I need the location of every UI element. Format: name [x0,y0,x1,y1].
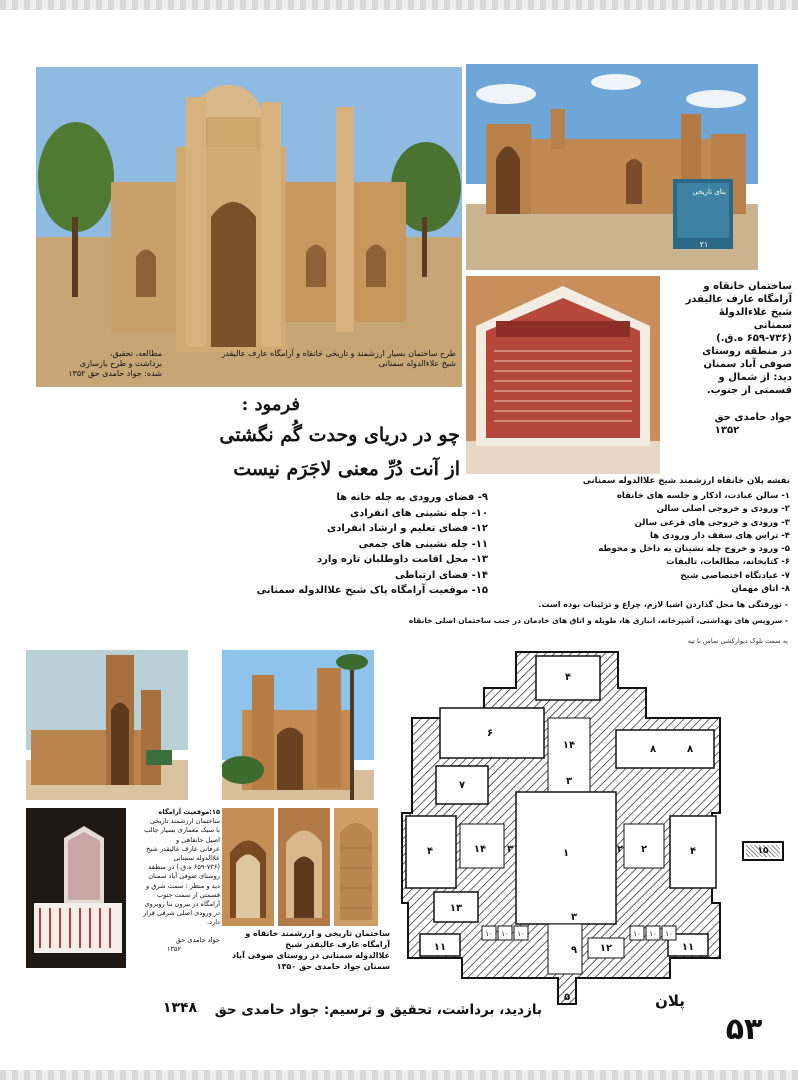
photos-caption-line: ساختمان تاریخی و ارزشمند خانقاه و آرامگاه عارف عالیقدر شیخ [245,929,390,949]
plan-room-label: ۴ [689,846,697,857]
building-photo-left [26,650,188,800]
legend-item: ۱۲- فضای تعلیم و ارشاد انفرادی [327,523,488,534]
plan-room-label: ۱۰ [633,930,641,938]
plan-room-label: ۸ [686,744,694,755]
description-line: دید: از شمال و [718,372,792,383]
tomb-caption-line: آرامگاه در بیرون بنا روبروی [144,900,220,909]
building-photo-center [222,650,374,800]
photos-caption [220,928,390,972]
render-caption: طرح ساختمان بسیار ارزشمند و تاریخی خانقاه و آرامگاه عارف عالیقدر شیخ علاءالدوله سمنانی [221,349,456,368]
description-author: جواد حامدی حق [714,412,792,423]
plan-room-label: ۱۱ [681,942,695,953]
building-description [662,280,792,437]
render-credit-line: مطالعه، تحقیق، [109,349,162,358]
poem-heading: فرمود : [241,394,300,415]
inscription-plaque-photo [466,276,660,474]
legend-item: ۲- ورودی و خروجی اصلی سالن [656,504,790,515]
plan-room-label: ۲ [640,844,648,855]
legend-item: ۶- کتابخانه، مطالعات، تالیفات [666,557,790,568]
legend-item: ۴- تراس های سقف دار ورودی ها [650,530,790,541]
plan-room-label: ۲ [616,844,624,855]
interior-photo-2 [278,808,330,926]
floor-plan [398,648,730,1010]
render-credit-line: برداشت و طرح بازسازی [79,359,162,368]
tomb-caption-line: (۶۵۹-۷۳۶ ه.ق.) در منطقه [148,863,220,872]
description-line: صوفی آباد سمنان [703,359,792,370]
plan-room-label: ۴ [564,672,572,683]
plan-room-label: ۱۱ [433,942,447,953]
legend-item: ۷- عبادتگاه اختصاصی شیخ [680,570,790,581]
plan-note-3: به سمت بلوک دیوارکشی تماس با تپه [687,637,788,645]
description-line: در منطقه روستای [702,346,792,357]
plan-room-label: ۱ [562,848,570,859]
plan-room-label: ۱۰ [501,930,509,938]
tomb-caption-line: ساختمان ارزشمند تاریخی [149,817,220,826]
plan-note-2: - سرویس های بهداشتی، آشپزخانه، انباری ها، طویله و اتاق های خادمان در جنب ساختمان اصلی خانقاه [408,616,788,625]
legend-item: ۱۵- موقعیت آرامگاه پاک شیخ علاالدوله سمنانی [256,585,488,596]
legend-item: ۱۰- چله نشینی های انفرادی [349,507,488,519]
tomb-caption-line: اصیل خانقاهی و [175,835,220,844]
description-line: آرامگاه عارف عالیقدر [685,294,792,305]
legend-item: ۸- اتاق مهمان [731,584,790,595]
legend-item: ۱۴- فضای ارتباطی [395,569,488,581]
plan-room-label: ۱۴ [562,740,576,751]
footer-credit: بازدید، برداشت، تحقیق و ترسیم: جواد حامدی حق [214,1002,542,1018]
interior-photo-3 [334,808,378,926]
plan-room-label: ۶ [486,728,494,739]
plan-room-label: ۴ [426,846,434,857]
tomb-caption-author: جواد حامدی حق [175,935,220,944]
legend-item: ۱۳- محل اقامت داوطلبان تازه وارد [317,554,488,565]
description-line: (۶۵۹-۷۳۶ ه.ق.) [716,333,792,344]
description-line: شیخ علاءالدولهٔ [718,307,792,318]
legend-item: ۱- سالن عبادت، اذکار و جلسه های خانقاه [616,491,790,501]
plan-room-label: ۱۰ [665,930,673,938]
poem-line-2: از آنت دُرِّ معنی لاجَرَم نیست [233,458,460,480]
plan-note-1: - تورفتگی ها محل گذاردن اشیا لازم، چراغ و تزئینات بوده است. [538,600,788,609]
sign-board-number: ۲۱ [699,240,709,249]
sign-board-title: بنای تاریخی [692,188,726,196]
footer-year: ۱۳۴۸ [162,1000,198,1016]
plan-room-label: ۳ [565,776,573,787]
legend-item: ۵- ورود و خروج چله نشینان به داخل و محوطه [598,544,790,555]
plan-room-label: ۵ [563,992,571,1003]
plan-marker-label: ۱۵ [757,846,769,856]
top-decorative-strip [0,0,798,10]
plan-room-label: ۱۲ [599,943,613,954]
tomb-caption-line: دارد. [207,918,220,927]
plan-room-label: ۱۰ [485,930,493,938]
plan-label: پلان [655,992,685,1010]
description-line: ساختمان خانقاه و [703,281,792,292]
plan-room-label: ۱۳ [449,903,463,914]
plan-room-label: ۳ [506,844,514,855]
plan-legend-list-right [490,490,790,596]
tomb-caption-year: ۱۳۵۲ [166,944,182,953]
plan-room-label: ۱۰ [517,930,525,938]
description-line: قسمتی از جنوب. [706,385,792,396]
plan-legend-title: نقشه پلان خانقاه ارزشمند شیخ علاالدوله سمنانی [582,476,790,486]
photos-caption-line: علاالدوله سمنانی در روستای صوفی آباد سمنان جواد حامدی حق ۱۳۵۰ [232,951,390,971]
plan-room-label: ۸ [649,744,657,755]
description-line: سمنانی [753,320,792,331]
tomb-caption-line: در ورودی اصلی شرقی قرار [143,909,220,918]
tomb-caption-line: ۱۵:موقعیت آرامگاه [158,808,220,816]
plan-marker-box [742,841,784,861]
building-photo-top [466,64,758,270]
tomb-caption-line: روستای صوفی آباد سمنان [148,872,220,881]
tomb-caption-line: قسمتی از سمت جنوب [156,890,220,899]
legend-item: ۱۱- چله نشینی های جمعی [358,538,488,550]
tomb-caption [128,808,220,954]
plan-room-label: ۹ [570,945,578,956]
plan-room-label: ۱۰ [649,930,657,938]
description-year: ۱۳۵۲ [714,425,740,436]
plan-legend-list-left [200,490,488,599]
render-image [36,67,462,387]
tomb-caption-line: عرفانی عارف عالیقدر شیخ [145,844,220,853]
legend-item: ۹- فضای ورودی به چله خانه ها [336,492,488,503]
bottom-decorative-strip [0,1070,798,1080]
tomb-photo [26,808,126,968]
tomb-caption-line: دید و منظر : سمت شرق و [145,881,220,890]
render-credit-line: شده: جواد حامدی حق ۱۳۵۲ [68,369,162,378]
plan-room-label: ۳ [570,912,578,923]
plan-room-label: ۱۴ [473,844,487,855]
tomb-caption-line: با سبک معماری بسیار جالب [144,826,220,835]
tomb-caption-line: علاالدوله سمنانی [173,854,220,863]
poem-line-1: چو در دریای وحدت گُم نگشتی [219,424,460,446]
page-number: ۵۳ [725,1012,763,1047]
render-credit [42,349,162,379]
plan-room-label: ۷ [458,780,466,791]
interior-photo-1 [222,808,274,926]
legend-item: ۳- ورودی و خروجی های فرعی سالن [634,517,790,528]
